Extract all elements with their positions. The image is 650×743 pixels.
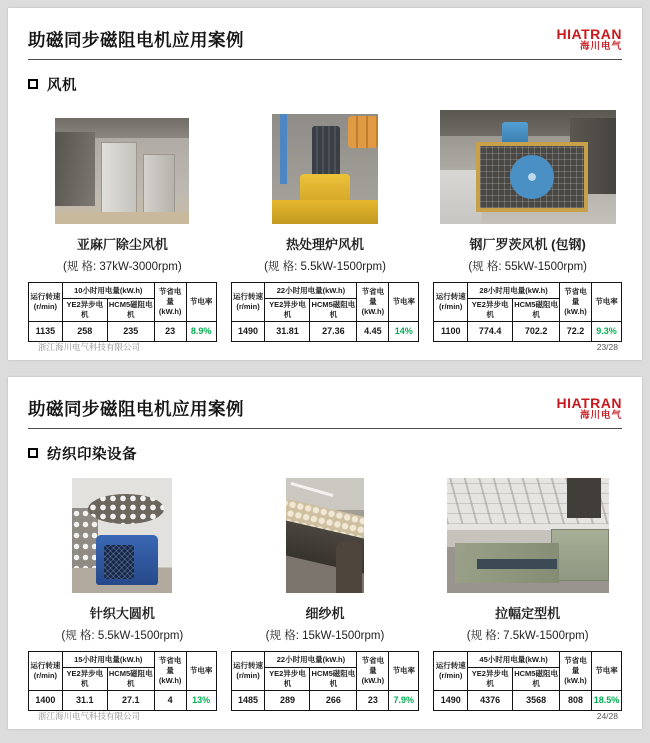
ye2-value: 289 [265, 690, 310, 710]
speed-value: 1100 [434, 321, 468, 341]
saving-value: 4.45 [357, 321, 389, 341]
ye2-header: YE2异步电机 [468, 299, 513, 322]
hcm5-value: 27.1 [107, 690, 154, 710]
saving-value: 23 [357, 690, 389, 710]
case-spec: (规 格: 37kW-3000rpm) [63, 261, 182, 273]
section-header [28, 443, 622, 463]
photo-detail [502, 122, 528, 144]
case-stats-table [231, 651, 420, 711]
ye2-header: YE2异步电机 [62, 299, 107, 322]
ye2-value: 258 [62, 321, 107, 341]
rate-header: 节电率 [591, 652, 621, 691]
photo-detail [476, 142, 588, 212]
case-stats-table [28, 282, 217, 342]
case-title: 钢厂罗茨风机 (包钢) [469, 237, 586, 252]
hcm5-value: 3568 [513, 690, 560, 710]
rate-header: 节电率 [186, 283, 216, 322]
company-name: 浙江海川电气科技有限公司 [38, 711, 141, 721]
case-stats-table [231, 282, 420, 342]
case-title: 针织大圆机 [89, 606, 155, 621]
speed-header: 运行转速 (r/min) [434, 283, 468, 322]
case-spec: (规 格: 55kW-1500rpm) [468, 261, 587, 273]
case-stats-table [28, 651, 217, 711]
case-spec: (规 格: 7.5kW-1500rpm) [466, 630, 589, 642]
photo-detail [55, 212, 189, 224]
slide-footer [38, 710, 618, 722]
speed-header: 运行转速 (r/min) [231, 283, 265, 322]
square-bullet-icon [28, 448, 38, 458]
speed-header: 运行转速 (r/min) [231, 652, 265, 691]
case-spec: (规 格: 15kW-1500rpm) [265, 630, 385, 642]
usage-header: 22小时用电量(kW.h) [265, 283, 357, 299]
slide-header [28, 22, 622, 56]
slide-title: 助磁同步磁阻电机应用案例 [28, 29, 244, 50]
logo-chinese-name: 海川电气 [579, 409, 622, 421]
heat-treatment-furnace-fan-photo [272, 114, 378, 224]
saving-header: 节省电量 (kW.h) [560, 652, 592, 691]
roots-blower-photo [440, 110, 616, 224]
photo-detail [348, 116, 378, 148]
case-card [433, 471, 622, 711]
hcm5-header: HCM5磁阻电机 [513, 668, 560, 691]
hcm5-value: 27.36 [310, 321, 357, 341]
hcm5-value: 702.2 [513, 321, 560, 341]
saving-header: 节省电量 (kW.h) [357, 652, 389, 691]
photo-frame [440, 102, 616, 224]
case-card [433, 102, 622, 342]
saving-value: 808 [560, 690, 592, 710]
speed-header: 运行转速 (r/min) [29, 283, 63, 322]
slide-footer [38, 341, 618, 353]
saving-value: 72.2 [560, 321, 592, 341]
rate-value: 13% [186, 690, 216, 710]
hcm5-header: HCM5磁阻电机 [107, 299, 154, 322]
hiatran-logo [557, 27, 622, 52]
speed-header: 运行转速 (r/min) [434, 652, 468, 691]
photo-detail [55, 132, 95, 206]
photo-frame [55, 102, 189, 224]
photo-frame [286, 471, 364, 593]
saving-header: 节省电量 (kW.h) [154, 283, 186, 322]
ye2-value: 774.4 [468, 321, 513, 341]
title-divider [28, 59, 622, 60]
photo-frame [447, 471, 609, 593]
ye2-value: 31.1 [62, 690, 107, 710]
case-title: 细纱机 [305, 606, 345, 621]
slide-header [28, 391, 622, 425]
title-divider [28, 428, 622, 429]
spinning-frame-photo [286, 478, 364, 593]
logo-wordmark: HIATRAN [556, 394, 622, 411]
ye2-header: YE2异步电机 [468, 668, 513, 691]
speed-value: 1400 [29, 690, 63, 710]
case-row [28, 102, 622, 342]
case-card [28, 471, 217, 711]
slide-page-1 [8, 8, 642, 360]
usage-header: 15小时用电量(kW.h) [62, 652, 154, 668]
speed-header: 运行转速 (r/min) [29, 652, 63, 691]
case-spec: (规 格: 5.5kW-1500rpm) [264, 261, 386, 273]
usage-header: 28小时用电量(kW.h) [468, 283, 560, 299]
photo-detail [477, 559, 557, 569]
case-card [231, 471, 420, 711]
ye2-header: YE2异步电机 [265, 299, 310, 322]
dust-collector-fan-photo [55, 118, 189, 224]
photo-detail [300, 174, 350, 202]
hcm5-header: HCM5磁阻电机 [310, 668, 357, 691]
ye2-header: YE2异步电机 [62, 668, 107, 691]
rate-header: 节电率 [389, 652, 419, 691]
usage-header: 10小时用电量(kW.h) [62, 283, 154, 299]
hcm5-header: HCM5磁阻电机 [107, 668, 154, 691]
photo-detail [280, 114, 287, 184]
photo-detail [290, 482, 333, 497]
photo-detail [143, 154, 175, 214]
slide-page-2 [8, 377, 642, 729]
photo-frame [272, 102, 378, 224]
hcm5-header: HCM5磁阻电机 [310, 299, 357, 322]
case-row [28, 471, 622, 711]
speed-value: 1135 [29, 321, 63, 341]
saving-header: 节省电量 (kW.h) [357, 283, 389, 322]
case-title: 拉幅定型机 [495, 606, 561, 621]
saving-header: 节省电量 (kW.h) [560, 283, 592, 322]
saving-header: 节省电量 (kW.h) [154, 652, 186, 691]
stenter-machine-photo [447, 478, 609, 593]
ye2-value: 31.81 [265, 321, 310, 341]
slide-title: 助磁同步磁阻电机应用案例 [28, 398, 244, 419]
section-header [28, 74, 622, 94]
hcm5-value: 235 [107, 321, 154, 341]
photo-detail [272, 200, 378, 224]
photo-frame [72, 471, 172, 593]
case-card [28, 102, 217, 342]
ye2-header: YE2异步电机 [265, 668, 310, 691]
rate-value: 14% [389, 321, 419, 341]
square-bullet-icon [28, 79, 38, 89]
saving-value: 23 [154, 321, 186, 341]
company-name: 浙江海川电气科技有限公司 [38, 342, 141, 352]
photo-detail [312, 126, 340, 176]
photo-detail [88, 494, 164, 524]
case-card [231, 102, 420, 342]
logo-chinese-name: 海川电气 [579, 40, 622, 52]
photo-detail [336, 541, 362, 593]
page-number: 24/28 [596, 711, 618, 721]
rate-header: 节电率 [591, 283, 621, 322]
logo-wordmark: HIATRAN [556, 25, 622, 42]
speed-value: 1490 [434, 690, 468, 710]
circular-knitting-machine-photo [72, 478, 172, 593]
rate-value: 9.3% [591, 321, 621, 341]
usage-header: 45小时用电量(kW.h) [468, 652, 560, 668]
photo-detail [567, 478, 601, 518]
rate-value: 8.9% [186, 321, 216, 341]
case-stats-table [433, 651, 622, 711]
hiatran-logo [557, 396, 622, 421]
usage-header: 22小时用电量(kW.h) [265, 652, 357, 668]
speed-value: 1490 [231, 321, 265, 341]
case-stats-table [433, 282, 622, 342]
case-title: 亚麻厂除尘风机 [76, 237, 168, 252]
rate-value: 18.5% [591, 690, 621, 710]
hcm5-value: 266 [310, 690, 357, 710]
photo-detail [551, 529, 609, 581]
section-label: 风机 [47, 77, 77, 94]
rate-value: 7.9% [389, 690, 419, 710]
ye2-value: 4376 [468, 690, 513, 710]
case-title: 热处理炉风机 [286, 237, 365, 252]
photo-detail [101, 142, 137, 216]
rate-header: 节电率 [186, 652, 216, 691]
saving-value: 4 [154, 690, 186, 710]
case-spec: (规 格: 5.5kW-1500rpm) [61, 630, 184, 642]
photo-detail [96, 535, 158, 585]
section-label: 纺织印染设备 [47, 446, 137, 463]
speed-value: 1485 [231, 690, 265, 710]
hcm5-header: HCM5磁阻电机 [513, 299, 560, 322]
rate-header: 节电率 [389, 283, 419, 322]
page-number: 23/28 [596, 342, 618, 352]
